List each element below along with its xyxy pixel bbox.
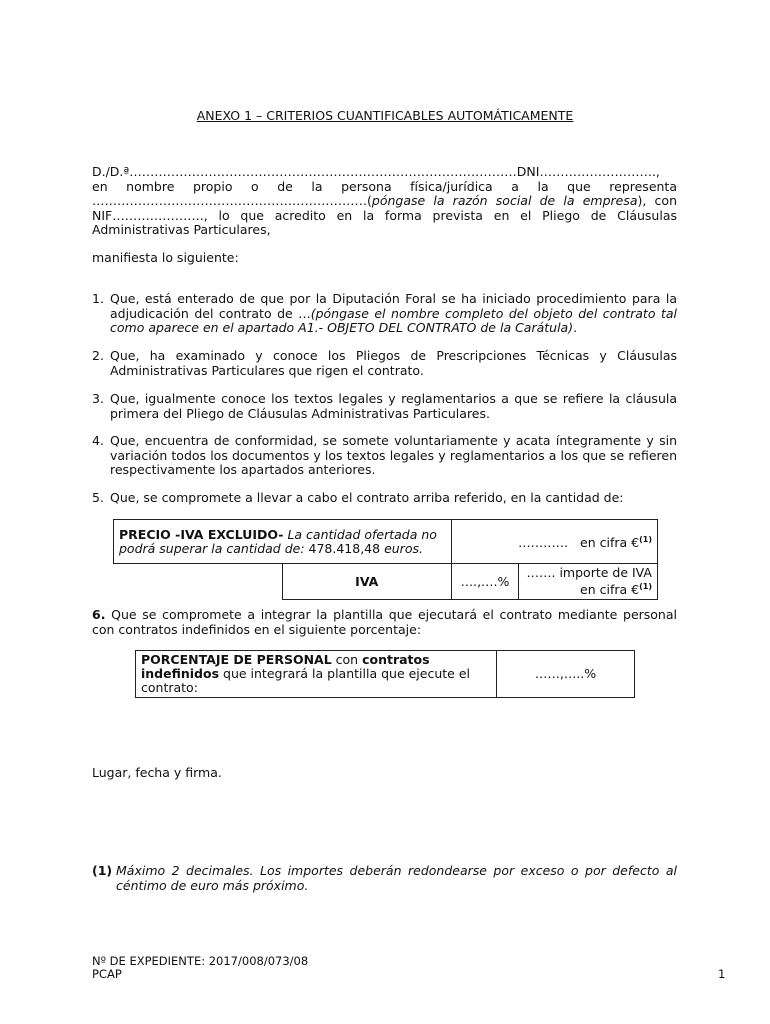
precio-max-amount: 478.418,48 [304, 540, 381, 556]
list-number: 4. [92, 433, 104, 448]
personal-label-rest: que integrará la plantilla que ejecute el contrato: [141, 666, 470, 695]
price-table [113, 519, 658, 600]
list-item-text: Que, ha examinado y conoce los Pliegos de Prescripciones Técnicas y Cláusulas Administrativas Particulares que rigen el contrato. [110, 348, 677, 378]
intro-dots: …………………………………………………………( [92, 193, 372, 208]
iva-percent-field[interactable]: ….,….% [452, 564, 519, 600]
precio-label: PRECIO -IVA EXCLUIDO- [119, 526, 284, 542]
personal-label-contratos: contratos indefinidos [141, 652, 430, 681]
manifiesta-text: manifiesta lo siguiente: [92, 250, 239, 265]
intro-razon-social: póngase la razón social de la empresa [371, 193, 638, 208]
intro-line-3 [92, 194, 677, 209]
list-item-text: Que, se compromete a llevar a cabo el contrato arriba referido, en la cantidad de: [110, 490, 624, 505]
item-6-number: 6. [92, 607, 106, 622]
list-item-text: Que, igualmente conoce los textos legales y reglamentarios a que se refiere la cláusula primera del Pliego de Cláusulas Administrativas Particulares. [110, 391, 677, 421]
personal-label-con: con [331, 652, 363, 667]
cifra-label: en cifra € [580, 535, 640, 551]
item-6-text: Que se compromete a integrar la plantilla que ejecutará el contrato mediante personal con contratos indefinidos en el siguiente porcentaje: [92, 607, 677, 637]
personal-table [135, 650, 635, 698]
footnote [92, 864, 677, 893]
list-number: 1. [92, 291, 104, 306]
item-1-text: Que, está enterado de que por la Diputación Foral se ha iniciado procedimiento para la adjudicación del contrato de … [110, 291, 677, 321]
personal-label-bold: PORCENTAJE DE PERSONAL [141, 652, 332, 667]
intro-line-4: NIF…………………., lo que acredito en la forma prevista en el Pliego de Cláusulas [92, 207, 677, 223]
list-item-2 [92, 349, 677, 378]
iva-importe-label: ……. importe de IVA [526, 565, 652, 580]
footer-expediente: Nº DE EXPEDIENTE: 2017/008/073/08 [92, 954, 309, 968]
empty-cell [114, 564, 283, 600]
iva-label: IVA [282, 564, 452, 600]
list-number: 5. [92, 490, 104, 505]
precio-dots: ………… [518, 535, 569, 551]
footnote-text: Máximo 2 decimales. Los importes deberán redondearse por exceso o por defecto al céntimo de euro más próximo. [116, 863, 677, 893]
iva-cifra-label: en cifra € [580, 582, 640, 598]
footer-pcap: PCAP [92, 967, 122, 981]
precio-cifra-cell[interactable] [452, 520, 658, 564]
item-6 [92, 608, 677, 637]
footnote-mark: (1) [92, 863, 113, 878]
iva-importe-cell[interactable] [519, 564, 658, 600]
list-item-3 [92, 392, 677, 421]
precio-label-cell [114, 520, 452, 564]
precio-euros: euros. [380, 540, 423, 556]
precio-note: La cantidad ofertada no podrá superar la cantidad de: [119, 526, 437, 556]
list-item-text [110, 292, 677, 336]
personal-percent-field[interactable]: ……,…..% [497, 651, 635, 698]
list-item-1 [92, 292, 677, 336]
document-title: ANEXO 1 – CRITERIOS CUANTIFICABLES AUTOMÁTICAMENTE [196, 108, 574, 123]
page-number: 1 [718, 967, 726, 981]
lugar-fecha-firma: Lugar, fecha y firma. [92, 765, 222, 780]
footnote-ref: (1) [639, 534, 652, 544]
list-number: 3. [92, 391, 104, 406]
list-item-5 [92, 491, 677, 506]
item-1-end: . [573, 320, 578, 335]
list-item-4 [92, 434, 677, 478]
intro-line-3-end: ), con [637, 193, 677, 208]
list-number: 2. [92, 348, 104, 363]
personal-label-cell [136, 651, 497, 698]
intro-line-5: Administrativas Particulares, [92, 222, 271, 237]
item-1-italic: (póngase el nombre completo del objeto del contrato tal como aparece en el apartado A1.- OBJETO DEL CONTRATO de la Carátula) [110, 305, 677, 335]
footnote-ref: (1) [639, 582, 652, 591]
intro-line-2: en nombre propio o de la persona física/jurídica a la que representa [92, 178, 677, 194]
intro-block [92, 165, 677, 238]
list-item-text: Que, encuentra de conformidad, se somete voluntariamente y acata íntegramente y sin variación todos los documentos y los textos legales y reglamentarios a los que se refieren respectivamente los apartados anteriores. [110, 433, 677, 477]
intro-line-1: D./D.ª…………………………………………………………………………………DNI………………………., [92, 164, 660, 179]
